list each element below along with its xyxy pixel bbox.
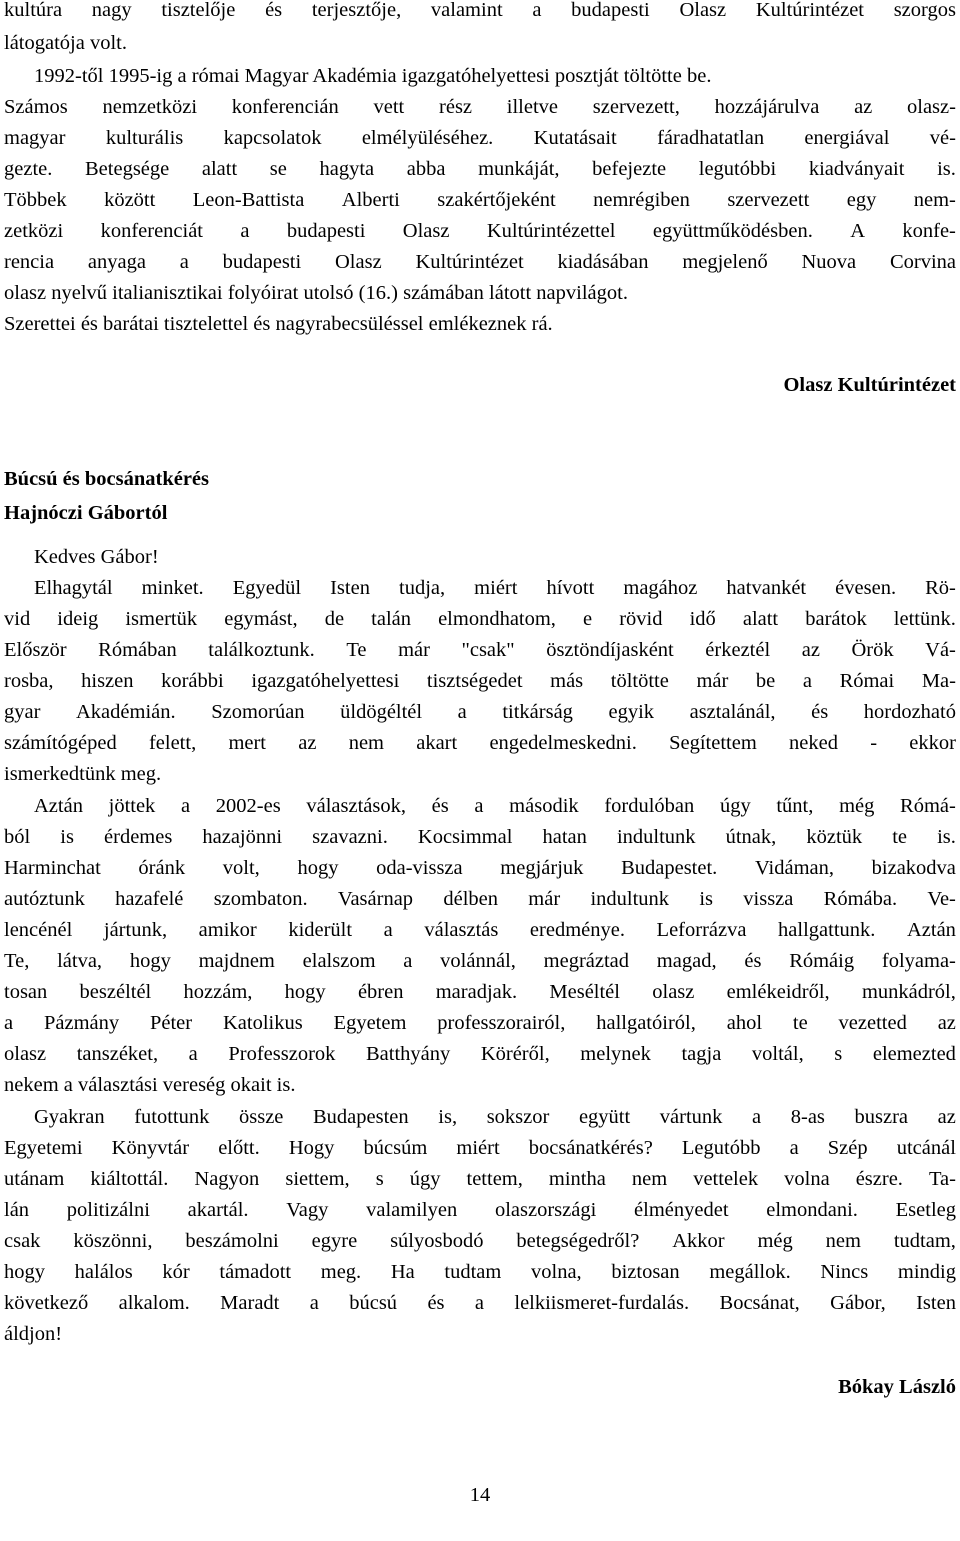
paragraph-line: csak köszönni, beszámolni egyre súlyosbodó betegségedről? Akkor még nem tudtam, xyxy=(4,1230,956,1252)
paragraph-line: ismerkedtünk meg. xyxy=(4,763,162,785)
obituary-line: Többek között Leon-Battista Alberti szakértőjeként nemrégiben szervezett egy nem- xyxy=(4,189,956,211)
obituary-line: látogatója volt. xyxy=(4,32,127,54)
paragraph-line: ból is érdemes hazajönni szavazni. Kocsimmal hatan indultunk útnak, köztük te is. xyxy=(4,826,956,848)
obituary-line: Szerettei és barátai tisztelettel és nagyrabecsüléssel emlékeznek rá. xyxy=(4,313,553,335)
paragraph-line: lencénél jártunk, amikor kiderült a választás eredménye. Leforrázva hallgattunk. Aztán xyxy=(4,919,956,941)
paragraph-line: utánam kiáltottál. Nagyon siettem, s úgy tettem, mintha nem vettelek volna észre. Ta- xyxy=(4,1168,956,1190)
obituary-line: rencia anyaga a budapesti Olasz Kultúrintézet kiadásában megjelenő Nuova Corvina xyxy=(4,251,956,273)
paragraph-line: olasz tanszéket, a Professzorok Batthyány Köréről, melynek tagja voltál, s elemezted xyxy=(4,1043,956,1065)
section-title: Búcsú és bocsánatkérés xyxy=(4,468,210,490)
obituary-line: olasz nyelvű italianisztikai folyóirat utolsó (16.) számában látott napvilágot. xyxy=(4,282,628,304)
paragraph-line: hogy halálos kór támadott meg. Ha tudtam volna, biztosan megállok. Nincs mindig xyxy=(4,1261,956,1283)
paragraph-line: rosba, hiszen korábbi igazgatóhelyettesi tisztségedet más töltötte már be a Római Ma- xyxy=(4,670,956,692)
paragraph-line: Aztán jöttek a 2002-es választások, és a második fordulóban úgy tűnt, még Rómá- xyxy=(34,795,956,817)
obituary-line: magyar kulturális kapcsolatok elmélyüléséhez. Kutatásait fáradhatatlan energiával vé- xyxy=(4,127,956,149)
paragraph-line: nekem a választási vereség okait is. xyxy=(4,1074,296,1096)
page-number: 14 xyxy=(469,1484,491,1506)
farewell-signature: Bókay László xyxy=(838,1376,956,1398)
paragraph-line: a Pázmány Péter Katolikus Egyetem professzorairól, hallgatóiról, ahol te vezetted az xyxy=(4,1012,956,1034)
obituary-line: kultúra nagy tisztelője és terjesztője, valamint a budapesti Olasz Kultúrintézet szorgos xyxy=(4,0,956,21)
section-subtitle: Hajnóczi Gábortól xyxy=(4,502,168,524)
paragraph-line: számítógéped felett, mert az nem akart engedelmeskedni. Segítettem neked - ekkor xyxy=(4,732,956,754)
obituary-signature: Olasz Kultúrintézet xyxy=(783,374,956,396)
paragraph-line: Harminchat óránk volt, hogy oda-vissza megjárjuk Budapestet. Vidáman, bizakodva xyxy=(4,857,956,879)
paragraph-line: gyar Akadémián. Szomorúan üldögéltél a titkárság egyik asztalánál, és hordozható xyxy=(4,701,956,723)
paragraph-line: lán politizálni akartál. Vagy valamilyen olaszországi élményedet elmondani. Esetleg xyxy=(4,1199,956,1221)
paragraph-line: autóztunk hazafelé szombaton. Vasárnap délben már indultunk is vissza Rómába. Ve- xyxy=(4,888,956,910)
obituary-line: 1992-től 1995-ig a római Magyar Akadémia igazgatóhelyettesi posztját töltötte be. xyxy=(34,65,712,87)
paragraph-line: következő alkalom. Maradt a búcsú és a lelkiismeret-furdalás. Bocsánat, Gábor, Isten xyxy=(4,1292,956,1314)
paragraph-line: tosan beszéltél hozzám, hogy ébren maradjak. Meséltél olasz emlékeidről, munkádról, xyxy=(4,981,956,1003)
obituary-line: zetközi konferenciát a budapesti Olasz Kultúrintézettel együttműködésben. A konfe- xyxy=(4,220,956,242)
paragraph-line: Te, látva, hogy majdnem elalszom a volánnál, megráztad magad, és Rómáig folyama- xyxy=(4,950,956,972)
paragraph-line: Először Rómában találkoztunk. Te már "csak" ösztöndíjasként érkeztél az Örök Vá- xyxy=(4,639,956,661)
paragraph-line: Elhagytál minket. Egyedül Isten tudja, miért hívott magához hatvankét évesen. Rö- xyxy=(34,577,956,599)
paragraph-line: vid ideig ismertük egymást, de talán elmondhatom, e rövid idő alatt barátok lettünk. xyxy=(4,608,956,630)
paragraph-line: áldjon! xyxy=(4,1323,63,1345)
obituary-line: gezte. Betegsége alatt se hagyta abba munkáját, befejezte legutóbbi kiadványait is. xyxy=(4,158,956,180)
salutation: Kedves Gábor! xyxy=(34,546,159,568)
paragraph-line: Egyetemi Könyvtár előtt. Hogy búcsúm miért bocsánatkérés? Legutóbb a Szép utcánál xyxy=(4,1137,956,1159)
obituary-line: Számos nemzetközi konferencián vett rész illetve szervezett, hozzájárulva az olasz- xyxy=(4,96,956,118)
paragraph-line: Gyakran futottunk össze Budapesten is, sokszor együtt vártunk a 8-as buszra az xyxy=(34,1106,956,1128)
